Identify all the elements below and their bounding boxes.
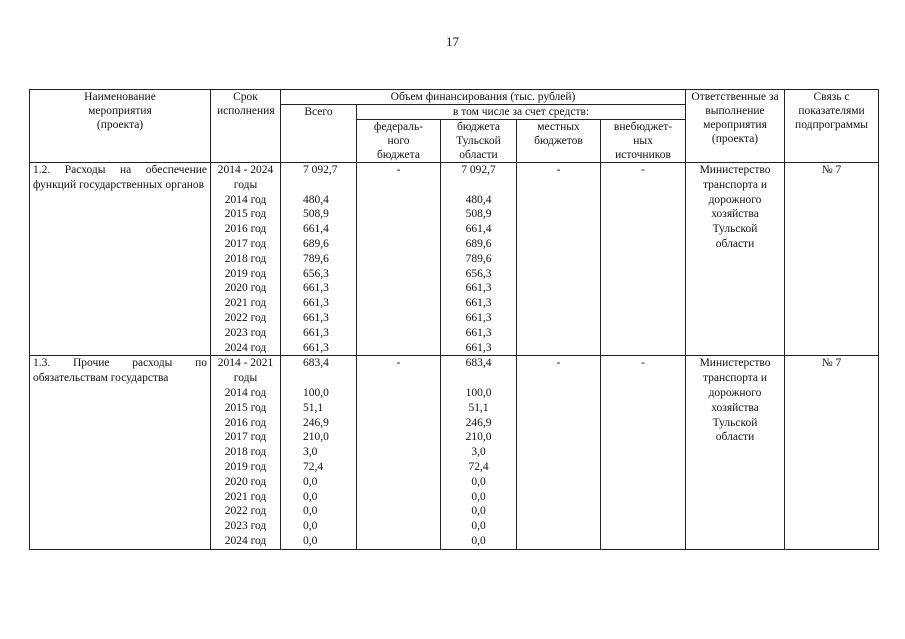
total-value: 683,4 bbox=[303, 357, 329, 370]
list-value: 0,0 bbox=[471, 534, 486, 547]
list-value: 2019 год bbox=[224, 267, 267, 280]
list-value: 210,0 bbox=[303, 431, 329, 444]
year-list bbox=[214, 386, 277, 549]
header-volume: Объем финансирования (тыс. рублей) bbox=[281, 90, 686, 105]
extra-value: - bbox=[601, 356, 686, 549]
list-value: 0,0 bbox=[303, 475, 318, 488]
list-value: 661,4 bbox=[303, 223, 329, 236]
list-value: 2015 год bbox=[224, 208, 267, 221]
list-value: 2014 год bbox=[224, 386, 267, 399]
list-value: 661,3 bbox=[303, 326, 329, 339]
list-value: 51,1 bbox=[303, 401, 324, 414]
list-value: 0,0 bbox=[303, 490, 318, 503]
year-list bbox=[214, 193, 277, 356]
list-value: 508,9 bbox=[303, 208, 329, 221]
list-value: 2024 год bbox=[224, 534, 267, 547]
regional-year-list bbox=[444, 386, 513, 549]
header-including: в том числе за счет средств: bbox=[357, 105, 686, 120]
list-value: 661,3 bbox=[465, 326, 492, 339]
regional-value: 683,4 bbox=[465, 357, 492, 370]
responsible-cell: Министерство транспорта и дорожного хозяйства Тульской области bbox=[686, 163, 785, 356]
list-value: 100,0 bbox=[465, 386, 492, 399]
list-value: 0,0 bbox=[303, 534, 318, 547]
list-value: 661,3 bbox=[303, 311, 329, 324]
list-value: 689,6 bbox=[303, 237, 329, 250]
list-value: 789,6 bbox=[465, 252, 492, 265]
regional-value: 7 092,7 bbox=[461, 164, 496, 176]
list-value: 2016 год bbox=[224, 416, 267, 429]
link-cell: № 7 bbox=[785, 163, 879, 356]
table-row bbox=[30, 163, 879, 356]
link-cell: № 7 bbox=[785, 356, 879, 549]
list-value: 2024 год bbox=[224, 341, 267, 354]
list-value: 661,3 bbox=[303, 282, 329, 295]
total-value: 7 092,7 bbox=[303, 164, 338, 176]
list-value: 0,0 bbox=[471, 490, 486, 503]
list-value: 2020 год bbox=[224, 475, 267, 488]
list-value: 0,0 bbox=[471, 475, 486, 488]
list-value: 2023 год bbox=[224, 520, 267, 533]
list-value: 656,3 bbox=[303, 267, 329, 280]
list-value: 2022 год bbox=[224, 311, 267, 324]
local-value: - bbox=[517, 163, 601, 356]
list-value: 0,0 bbox=[303, 505, 318, 518]
federal-value: - bbox=[357, 356, 441, 549]
header-total: Всего bbox=[281, 105, 357, 163]
list-value: 246,9 bbox=[303, 416, 329, 429]
activity-name: 1.3. Прочие расходы по обязательствам государства bbox=[30, 356, 211, 549]
regional-cell bbox=[441, 356, 517, 549]
list-value: 100,0 bbox=[303, 386, 329, 399]
federal-value: - bbox=[357, 163, 441, 356]
header-extra: внебюджет-ных источников bbox=[601, 120, 686, 163]
regional-cell bbox=[441, 163, 517, 356]
total-year-list bbox=[303, 193, 353, 356]
list-value: 0,0 bbox=[471, 520, 486, 533]
header-term: Срок исполнения bbox=[211, 90, 281, 163]
total-cell bbox=[281, 356, 357, 549]
list-value: 480,4 bbox=[303, 193, 329, 206]
list-value: 480,4 bbox=[465, 193, 492, 206]
list-value: 508,9 bbox=[465, 208, 492, 221]
period-cell bbox=[211, 163, 281, 356]
extra-value: - bbox=[601, 163, 686, 356]
header-responsible: Ответственные за выполнение мероприятия (проекта) bbox=[686, 90, 785, 163]
header-link: Связь с показателями подпрограммы bbox=[785, 90, 879, 163]
header-federal: федераль-ного бюджета bbox=[357, 120, 441, 163]
list-value: 661,4 bbox=[465, 223, 492, 236]
list-value: 72,4 bbox=[303, 460, 324, 473]
list-value: 3,0 bbox=[303, 446, 318, 459]
list-value: 210,0 bbox=[465, 431, 492, 444]
list-value: 2019 год bbox=[224, 460, 267, 473]
list-value: 661,3 bbox=[465, 311, 492, 324]
list-value: 2023 год bbox=[224, 326, 267, 339]
header-name: Наименование мероприятия (проекта) bbox=[30, 90, 211, 163]
list-value: 789,6 bbox=[303, 252, 329, 265]
total-cell bbox=[281, 163, 357, 356]
table-header bbox=[30, 90, 879, 163]
list-value: 2018 год bbox=[224, 446, 267, 459]
list-value: 661,3 bbox=[465, 282, 492, 295]
list-value: 51,1 bbox=[468, 401, 489, 414]
list-value: 2021 год bbox=[224, 297, 267, 310]
list-value: 2018 год bbox=[224, 252, 267, 265]
activity-name: 1.2. Расходы на обеспечение функций государственных органов bbox=[30, 163, 211, 356]
period-label: 2014 - 2021 годы bbox=[217, 357, 274, 385]
period-label: 2014 - 2024 годы bbox=[217, 164, 274, 191]
list-value: 2017 год bbox=[224, 237, 267, 250]
list-value: 2021 год bbox=[224, 490, 267, 503]
list-value: 0,0 bbox=[471, 505, 486, 518]
header-local: местных бюджетов bbox=[517, 120, 601, 163]
list-value: 0,0 bbox=[303, 520, 318, 533]
list-value: 2022 год bbox=[224, 505, 267, 518]
regional-year-list bbox=[444, 193, 513, 356]
list-value: 661,3 bbox=[465, 341, 492, 354]
period-cell bbox=[211, 356, 281, 549]
list-value: 661,3 bbox=[303, 341, 329, 354]
financing-table bbox=[29, 89, 879, 550]
list-value: 2020 год bbox=[224, 282, 267, 295]
list-value: 661,3 bbox=[465, 297, 492, 310]
list-value: 661,3 bbox=[303, 297, 329, 310]
list-value: 2016 год bbox=[224, 223, 267, 236]
responsible-cell: Министерство транспорта и дорожного хозяйства Тульской области bbox=[686, 356, 785, 549]
list-value: 2015 год bbox=[224, 401, 267, 414]
list-value: 72,4 bbox=[468, 460, 489, 473]
list-value: 689,6 bbox=[465, 237, 492, 250]
local-value: - bbox=[517, 356, 601, 549]
list-value: 3,0 bbox=[471, 446, 486, 459]
total-year-list bbox=[303, 386, 353, 549]
page-number: 17 bbox=[446, 34, 459, 49]
table-body bbox=[30, 163, 879, 550]
list-value: 656,3 bbox=[465, 267, 492, 280]
list-value: 246,9 bbox=[465, 416, 492, 429]
table-row bbox=[30, 356, 879, 549]
header-regional: бюджета Тульской области bbox=[441, 120, 517, 163]
list-value: 2017 год bbox=[224, 431, 267, 444]
list-value: 2014 год bbox=[224, 193, 267, 206]
